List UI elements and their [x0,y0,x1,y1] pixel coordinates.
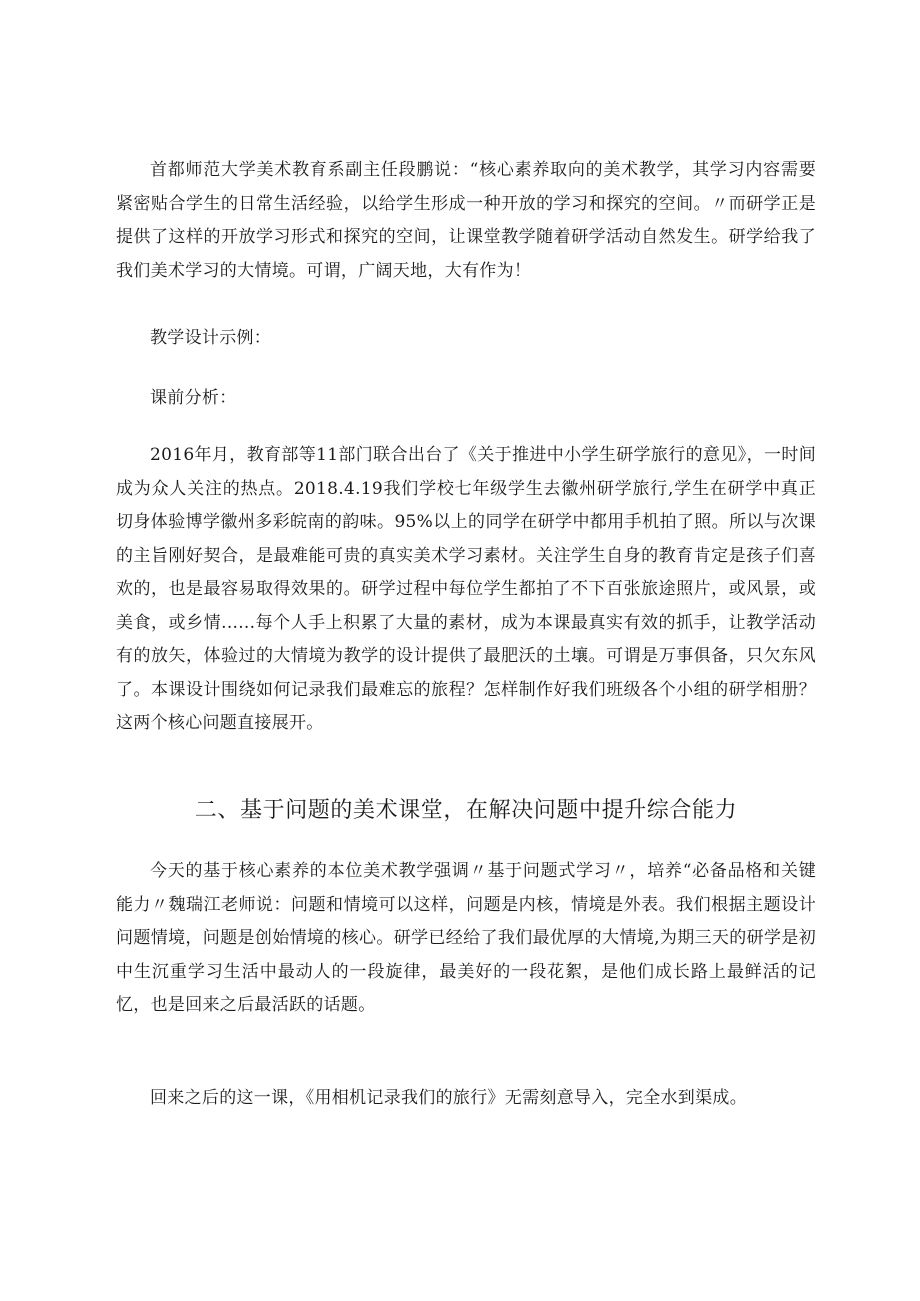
pre-class-analysis-label: 课前分析： [150,388,237,408]
closing-paragraph: 回来之后的这一课，《用相机记录我们的旅行》无需刻意导入，完全水到渠成。 [150,1088,747,1108]
intro-paragraph: 首都师范大学美术教育系副主任段鹏说：“核心素养取向的美术教学，其学习内容需要紧密贴合学生的日常生活经验，以给学生形成一种开放的学习和探究的空间。〃而研学正是提供了这样的开放学习形式和探究的空间，让课堂教学随着研学活动自然发生。研学给我了我们美术学习的大情境。可谓，广阔天地，大有作为！ [116,160,816,281]
problem-based-paragraph: 今天的基于核心素养的本位美术教学强调〃基于问题式学习〃，培养“必备品格和关键能力〃魏瑞江老师说：问题和情境可以这样，问题是内核，情境是外表。我们根据主题设计问题情境，问题是创始情境的核心。研学已经给了我们最优厚的大情境,为期三天的研学是初中生沉重学习生活中最动人的一段旋律，最美好的一段花絮，是他们成长路上最鲜活的记忆，也是回来之后最活跃的话题。 [116,861,816,1015]
design-example-label: 教学设计示例： [150,328,272,348]
section-heading: 二、基于问题的美术课堂，在解决问题中提升综合能力 [194,798,738,823]
analysis-paragraph: 2016年月，教育部等11部门联合出台了《关于推进中小学生研学旅行的意见》，一时间成为众人关注的热点。2018.4.19我们学校七年级学生去徽州研学旅行,学生在研学中真正切身体验博学徽州多彩皖南的韵味。95%以上的同学在研学中都用手机拍了照。所以与次课的主旨刚好契合，是最难能可贵的真实美术学习素材。关注学生自身的教育肯定是孩子们喜欢的，也是最容易取得效果的。研学过程中每位学生都拍了不下百张旅途照片，或风景，或美食，或乡情......每个人手上积累了大量的素材，成为本课最真实有效的抓手，让教学活动有的放矢，体验过的大情境为教学的设计提供了最肥沃的土壤。可谓是万事俱备，只欠东风了。本课设计围绕如何记录我们最难忘的旅程？怎样制作好我们班级各个小组的研学相册？这两个核心问题直接展开。 [116,445,816,733]
